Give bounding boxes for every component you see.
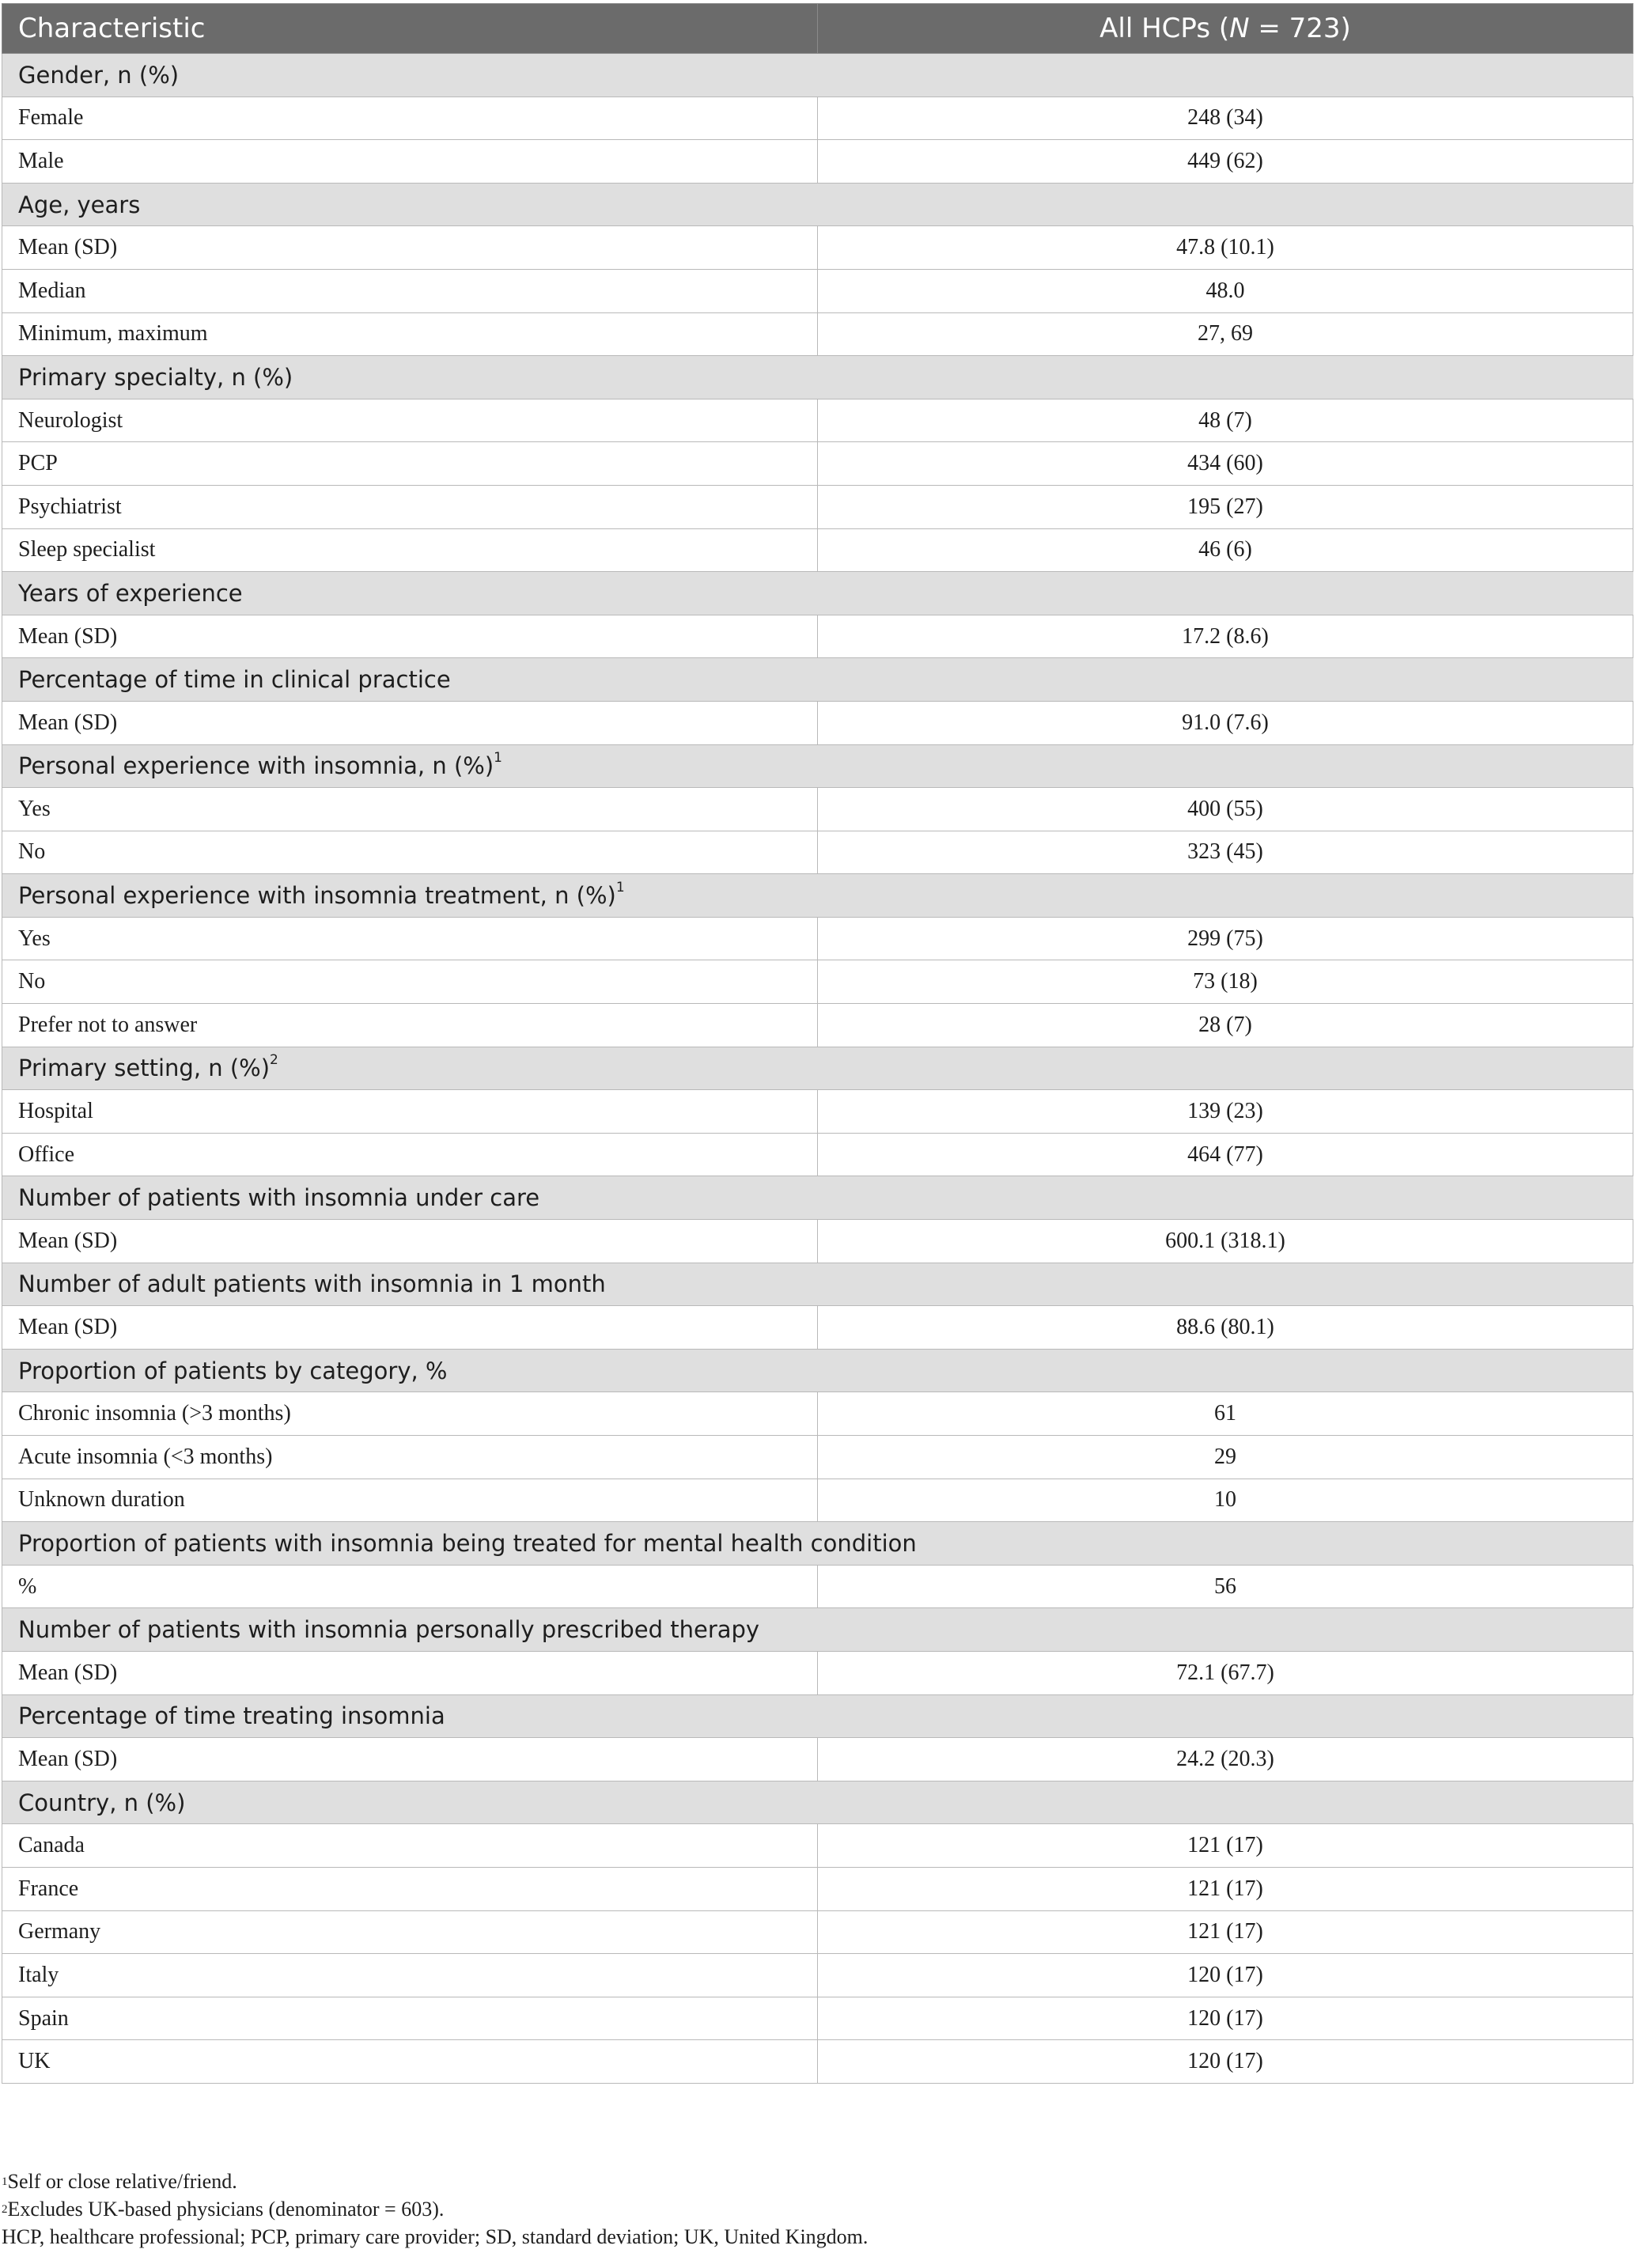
row-label: UK bbox=[2, 2040, 818, 2084]
footnote bbox=[2, 2195, 1633, 2223]
table-header-row bbox=[2, 4, 1633, 54]
row-label: Chronic insomnia (>3 months) bbox=[2, 1392, 818, 1436]
table-row bbox=[2, 1306, 1633, 1350]
row-value: 139 (23) bbox=[818, 1090, 1633, 1134]
row-label: Sleep specialist bbox=[2, 528, 818, 572]
category-title: Personal experience with insomnia treatment, n (%) bbox=[18, 882, 616, 910]
row-label: No bbox=[2, 831, 818, 874]
row-label: Neurologist bbox=[2, 399, 818, 442]
table-row bbox=[2, 1867, 1633, 1910]
footnote-text: Self or close relative/friend. bbox=[7, 2170, 237, 2193]
category-row bbox=[2, 1176, 1633, 1220]
row-label: Germany bbox=[2, 1910, 818, 1954]
row-label: Italy bbox=[2, 1954, 818, 1997]
table-footnotes bbox=[2, 2168, 1633, 2251]
category-label bbox=[2, 1781, 1633, 1824]
row-label: Median bbox=[2, 269, 818, 312]
row-value: 27, 69 bbox=[818, 312, 1633, 356]
row-label: Unknown duration bbox=[2, 1479, 818, 1522]
header-all-hcps-prefix: All HCPs ( bbox=[1099, 13, 1230, 44]
row-label: % bbox=[2, 1565, 818, 1608]
footnote bbox=[2, 2223, 1633, 2251]
table-row bbox=[2, 140, 1633, 184]
row-label: Acute insomnia (<3 months) bbox=[2, 1436, 818, 1479]
row-label: France bbox=[2, 1867, 818, 1910]
row-label: Canada bbox=[2, 1824, 818, 1868]
category-row bbox=[2, 1694, 1633, 1738]
category-label bbox=[2, 356, 1633, 399]
category-row bbox=[2, 874, 1633, 918]
table-row bbox=[2, 1392, 1633, 1436]
row-label: Female bbox=[2, 97, 818, 140]
table-row bbox=[2, 1824, 1633, 1868]
row-label: Hospital bbox=[2, 1090, 818, 1134]
table-body bbox=[2, 54, 1633, 2084]
row-value: 299 (75) bbox=[818, 917, 1633, 960]
row-value: 24.2 (20.3) bbox=[818, 1738, 1633, 1781]
row-value: 29 bbox=[818, 1436, 1633, 1479]
table-row bbox=[2, 960, 1633, 1004]
table-row bbox=[2, 1090, 1633, 1134]
footnote-text: Excludes UK-based physicians (denominator = 603). bbox=[7, 2198, 445, 2221]
table-row bbox=[2, 485, 1633, 528]
footnote-number: 1 bbox=[2, 2175, 8, 2188]
row-label: Mean (SD) bbox=[2, 1220, 818, 1263]
row-value: 120 (17) bbox=[818, 2040, 1633, 2084]
row-label: Male bbox=[2, 140, 818, 184]
row-value: 46 (6) bbox=[818, 528, 1633, 572]
category-title: Percentage of time treating insomnia bbox=[18, 1702, 445, 1730]
table-row bbox=[2, 226, 1633, 270]
category-row bbox=[2, 744, 1633, 788]
category-row bbox=[2, 1047, 1633, 1090]
row-value: 28 (7) bbox=[818, 1004, 1633, 1047]
table-row bbox=[2, 1479, 1633, 1522]
category-title: Number of adult patients with insomnia in 1 month bbox=[18, 1270, 606, 1298]
category-label bbox=[2, 572, 1633, 615]
category-row bbox=[2, 1522, 1633, 1566]
footnote-text: HCP, healthcare professional; PCP, primary care provider; SD, standard deviation; UK, United Kingdom. bbox=[2, 2225, 869, 2248]
table-row bbox=[2, 1133, 1633, 1176]
category-row bbox=[2, 183, 1633, 226]
category-label bbox=[2, 1522, 1633, 1566]
table-row bbox=[2, 1651, 1633, 1694]
category-title: Proportion of patients with insomnia being treated for mental health condition bbox=[18, 1529, 917, 1557]
category-title: Percentage of time in clinical practice bbox=[18, 666, 451, 694]
table-row bbox=[2, 1436, 1633, 1479]
row-value: 47.8 (10.1) bbox=[818, 226, 1633, 270]
category-label bbox=[2, 744, 1633, 788]
category-title: Years of experience bbox=[18, 579, 243, 607]
table-row bbox=[2, 399, 1633, 442]
category-row bbox=[2, 54, 1633, 97]
row-value: 88.6 (80.1) bbox=[818, 1306, 1633, 1350]
row-label: Psychiatrist bbox=[2, 485, 818, 528]
table-row bbox=[2, 2040, 1633, 2084]
footnote-number: 2 bbox=[2, 2203, 8, 2216]
table-row bbox=[2, 1004, 1633, 1047]
category-title: Primary specialty, n (%) bbox=[18, 363, 293, 391]
header-all-hcps bbox=[818, 4, 1633, 54]
row-value: 195 (27) bbox=[818, 485, 1633, 528]
category-label bbox=[2, 1349, 1633, 1392]
table-row bbox=[2, 1738, 1633, 1781]
header-all-hcps-suffix: = 723) bbox=[1249, 13, 1351, 44]
category-label bbox=[2, 874, 1633, 918]
row-value: 121 (17) bbox=[818, 1867, 1633, 1910]
category-title: Number of patients with insomnia under care bbox=[18, 1184, 540, 1212]
category-title: Number of patients with insomnia personally prescribed therapy bbox=[18, 1616, 760, 1644]
category-label bbox=[2, 1176, 1633, 1220]
row-label: Prefer not to answer bbox=[2, 1004, 818, 1047]
row-value: 400 (55) bbox=[818, 788, 1633, 831]
table-row bbox=[2, 917, 1633, 960]
row-value: 48.0 bbox=[818, 269, 1633, 312]
row-value: 72.1 (67.7) bbox=[818, 1651, 1633, 1694]
row-value: 600.1 (318.1) bbox=[818, 1220, 1633, 1263]
header-n-symbol: N bbox=[1229, 13, 1250, 44]
row-value: 323 (45) bbox=[818, 831, 1633, 874]
table-row bbox=[2, 269, 1633, 312]
table-row bbox=[2, 528, 1633, 572]
row-label: Mean (SD) bbox=[2, 226, 818, 270]
row-value: 73 (18) bbox=[818, 960, 1633, 1004]
category-row bbox=[2, 1781, 1633, 1824]
row-label: PCP bbox=[2, 442, 818, 486]
footnote-marker: 1 bbox=[615, 880, 625, 896]
row-value: 248 (34) bbox=[818, 97, 1633, 140]
footnote-marker: 1 bbox=[494, 750, 502, 767]
category-title: Personal experience with insomnia, n (%) bbox=[18, 752, 494, 780]
row-label: Mean (SD) bbox=[2, 1651, 818, 1694]
category-label bbox=[2, 1263, 1633, 1306]
category-title: Age, years bbox=[18, 191, 141, 218]
category-label bbox=[2, 54, 1633, 97]
row-label: Minimum, maximum bbox=[2, 312, 818, 356]
table-row bbox=[2, 1220, 1633, 1263]
row-value: 434 (60) bbox=[818, 442, 1633, 486]
category-title: Primary setting, n (%) bbox=[18, 1054, 271, 1082]
category-label bbox=[2, 1694, 1633, 1738]
table-row bbox=[2, 1910, 1633, 1954]
characteristics-table-container bbox=[2, 3, 1633, 2084]
row-value: 48 (7) bbox=[818, 399, 1633, 442]
row-value: 10 bbox=[818, 1479, 1633, 1522]
row-label: Mean (SD) bbox=[2, 615, 818, 658]
row-label: Yes bbox=[2, 788, 818, 831]
characteristics-table bbox=[2, 3, 1633, 2084]
table-row bbox=[2, 97, 1633, 140]
category-label bbox=[2, 183, 1633, 226]
row-value: 464 (77) bbox=[818, 1133, 1633, 1176]
category-label bbox=[2, 1047, 1633, 1090]
category-row bbox=[2, 572, 1633, 615]
row-label: Spain bbox=[2, 1997, 818, 2040]
table-row bbox=[2, 442, 1633, 486]
footnote bbox=[2, 2168, 1633, 2195]
category-row bbox=[2, 1263, 1633, 1306]
row-label: Mean (SD) bbox=[2, 1738, 818, 1781]
row-value: 449 (62) bbox=[818, 140, 1633, 184]
row-value: 121 (17) bbox=[818, 1824, 1633, 1868]
table-row bbox=[2, 615, 1633, 658]
row-value: 120 (17) bbox=[818, 1954, 1633, 1997]
category-title: Gender, n (%) bbox=[18, 61, 180, 89]
row-label: Mean (SD) bbox=[2, 701, 818, 744]
table-row bbox=[2, 701, 1633, 744]
row-label: No bbox=[2, 960, 818, 1004]
category-title: Country, n (%) bbox=[18, 1789, 186, 1816]
table-row bbox=[2, 788, 1633, 831]
table-row bbox=[2, 312, 1633, 356]
table-row bbox=[2, 1997, 1633, 2040]
table-row bbox=[2, 1954, 1633, 1997]
row-label: Yes bbox=[2, 917, 818, 960]
row-value: 61 bbox=[818, 1392, 1633, 1436]
row-value: 56 bbox=[818, 1565, 1633, 1608]
table-row bbox=[2, 831, 1633, 874]
row-value: 91.0 (7.6) bbox=[818, 701, 1633, 744]
category-label bbox=[2, 658, 1633, 702]
row-label: Mean (SD) bbox=[2, 1306, 818, 1350]
footnote-marker: 2 bbox=[270, 1052, 278, 1069]
category-row bbox=[2, 1349, 1633, 1392]
category-row bbox=[2, 356, 1633, 399]
row-value: 17.2 (8.6) bbox=[818, 615, 1633, 658]
category-row bbox=[2, 1608, 1633, 1652]
row-label: Office bbox=[2, 1133, 818, 1176]
category-label bbox=[2, 1608, 1633, 1652]
category-row bbox=[2, 658, 1633, 702]
category-title: Proportion of patients by category, % bbox=[18, 1357, 448, 1384]
header-characteristic: Characteristic bbox=[2, 4, 818, 54]
table-row bbox=[2, 1565, 1633, 1608]
row-value: 120 (17) bbox=[818, 1997, 1633, 2040]
row-value: 121 (17) bbox=[818, 1910, 1633, 1954]
